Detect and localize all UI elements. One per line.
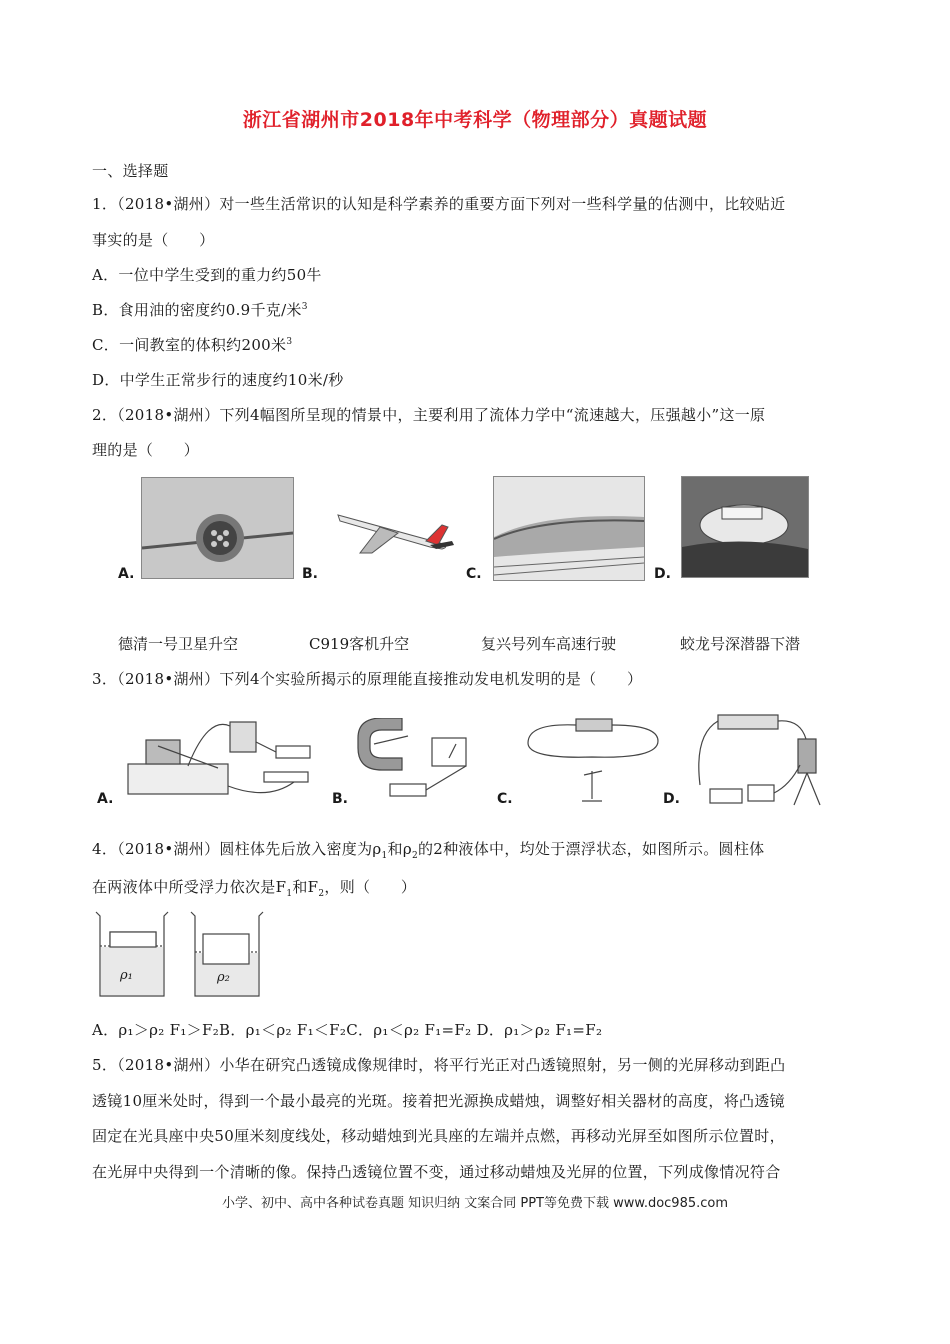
q4-beaker-1-label: ρ₁ bbox=[120, 968, 133, 983]
q4-stem-line1: 4．（2018•湖州）圆柱体先后放入密度为$\rho_1$和$\rho_2$的2种液体中，均处于漂浮状态，如图所示。圆柱体 bbox=[92, 840, 765, 861]
q4-stem-line2: 在两液体中所受浮力依次是$F_1$和$F_2$，则（ ） bbox=[92, 878, 417, 899]
q3-label-b: B. bbox=[332, 791, 348, 807]
q5-stem-line4: 在光屏中央得到一个清晰的像。保持凸透镜位置不变，通过移动蜡烛及光屏的位置，下列成像情况符合 bbox=[92, 1163, 781, 1181]
q2-image-airplane bbox=[330, 497, 458, 561]
q5-stem-line3: 固定在光具座中央50厘米刻度线处，移动蜡烛到光具座的左端并点燃，再移动光屏至如图所示位置时， bbox=[92, 1127, 785, 1145]
q2-label-b: B. bbox=[302, 566, 318, 582]
q2-stem-line2: 理的是（ ） bbox=[92, 441, 200, 459]
q1-option-b: B．食用油的密度约0.9千克/米$^3$ bbox=[92, 301, 308, 319]
q2-caption-c: 复兴号列车高速行驶 bbox=[481, 635, 617, 653]
q3-figure-c bbox=[522, 713, 664, 811]
q3-label-d: D. bbox=[663, 791, 680, 807]
q3-label-c: C. bbox=[497, 791, 513, 807]
q3-stem-line1: 3．（2018•湖州）下列4个实验所揭示的原理能直接推动发电机发明的是（ ） bbox=[92, 670, 643, 688]
q3-figure-a bbox=[118, 706, 326, 810]
q3-figure-b bbox=[352, 718, 478, 802]
q2-image-submersible bbox=[681, 476, 809, 578]
q1-stem-line2: 事实的是（ ） bbox=[92, 231, 215, 249]
q4-beaker-2-label: ρ₂ bbox=[217, 970, 230, 985]
q2-stem-line1: 2．（2018•湖州）下列4幅图所呈现的情景中，主要利用了流体力学中“流速越大，压强越小”这一原 bbox=[92, 406, 766, 424]
q1-option-a: A．一位中学生受到的重力约50牛 bbox=[92, 266, 322, 284]
q2-caption-b: C919客机升空 bbox=[309, 635, 410, 653]
q2-image-satellite bbox=[141, 477, 294, 579]
q2-label-a: A. bbox=[118, 566, 135, 582]
q5-stem-line2: 透镜10厘米处时，得到一个最小最亮的光斑。接着把光源换成蜡烛，调整好相关器材的高度，将凸透镜 bbox=[92, 1092, 785, 1110]
q2-label-d: D. bbox=[654, 566, 671, 582]
q5-stem-line1: 5．（2018•湖州）小华在研究凸透镜成像规律时，将平行光正对凸透镜照射，另一侧的光屏移动到距凸 bbox=[92, 1056, 786, 1074]
q2-image-train bbox=[493, 476, 645, 581]
q4-options: A．ρ₁＞ρ₂ F₁＞F₂B．ρ₁＜ρ₂ F₁＜F₂C．ρ₁＜ρ₂ F₁=F₂ D．ρ₁＞ρ₂ F₁=F₂ bbox=[92, 1021, 603, 1039]
q3-label-a: A. bbox=[97, 791, 114, 807]
q2-caption-d: 蛟龙号深潜器下潜 bbox=[680, 635, 801, 653]
q2-label-c: C. bbox=[466, 566, 482, 582]
q3-figure-d bbox=[690, 705, 870, 810]
q1-option-d: D．中学生正常步行的速度约10米/秒 bbox=[92, 371, 344, 389]
q4-beaker-2 bbox=[187, 910, 267, 1000]
q1-stem-line1: 1．（2018•湖州）对一些生活常识的认知是科学素养的重要方面下列对一些科学量的估测中，比较贴近 bbox=[92, 195, 786, 213]
page-footer: 小学、初中、高中各种试卷真题 知识归纳 文案合同 PPT等免费下载 www.doc985.com bbox=[221, 1196, 729, 1211]
q1-option-c: C．一间教室的体积约200米$^3$ bbox=[92, 336, 293, 354]
q2-caption-a: 德清一号卫星升空 bbox=[118, 635, 239, 653]
q4-beaker-1 bbox=[92, 910, 172, 1000]
page-title: 浙江省湖州市2018年中考科学（物理部分）真题试题 bbox=[242, 109, 708, 131]
section-heading: 一、选择题 bbox=[92, 162, 169, 180]
